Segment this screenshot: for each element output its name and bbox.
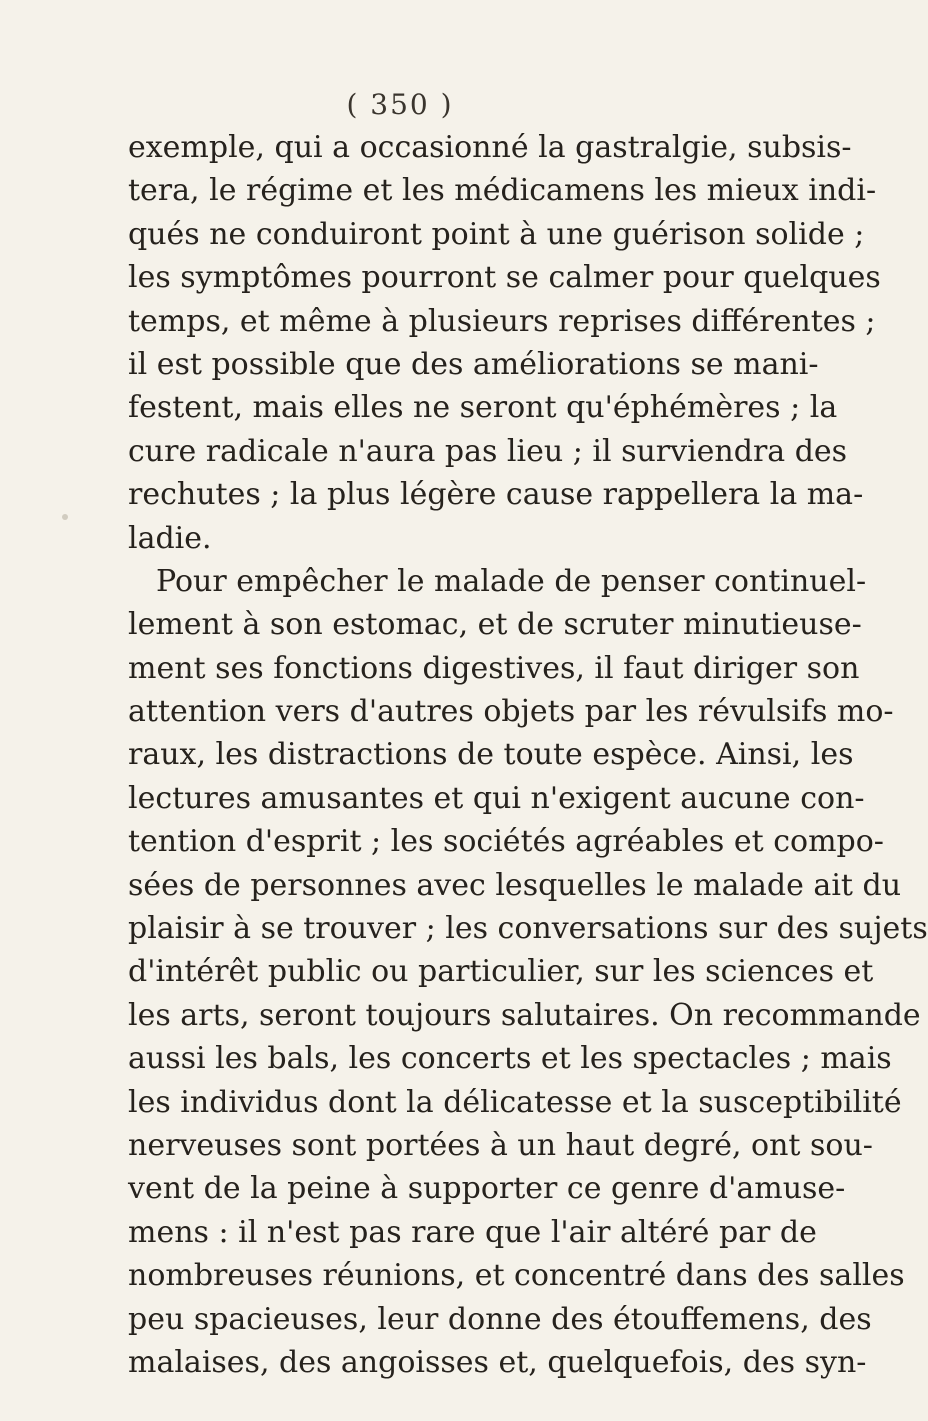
text-line: vent de la peine à supporter ce genre d'amuse-: [128, 1171, 846, 1207]
text-line: attention vers d'autres objets par les révulsifs mo-: [128, 694, 894, 730]
text-line: les symptômes pourront se calmer pour quelques: [128, 260, 881, 296]
text-line: ladie.: [128, 520, 212, 556]
text-line: ment ses fonctions digestives, il faut diriger son: [128, 650, 860, 686]
text-line: temps, et même à plusieurs reprises différentes ;: [128, 303, 876, 339]
body-text: [128, 126, 928, 1384]
paragraph-first-line: Pour empêcher le malade de penser continuel-: [156, 563, 867, 599]
text-line: rechutes ; la plus légère cause rappellera la ma-: [128, 477, 864, 513]
text-line: les arts, seront toujours salutaires. On recommande: [128, 997, 921, 1033]
text-line: raux, les distractions de toute espèce. Ainsi, les: [128, 737, 854, 773]
text-line: d'intérêt public ou particulier, sur les sciences et: [128, 954, 874, 990]
text-line: tera, le régime et les médicamens les mieux indi-: [128, 173, 877, 209]
text-line: qués ne conduiront point à une guérison solide ;: [128, 216, 865, 252]
text-line: malaises, des angoisses et, quelquefois, des syn-: [128, 1344, 867, 1380]
text-line: aussi les bals, les concerts et les spectacles ; mais: [128, 1041, 892, 1077]
text-line: lectures amusantes et qui n'exigent aucune con-: [128, 780, 865, 816]
text-line: exemple, qui a occasionné la gastralgie, subsis-: [128, 130, 852, 165]
text-line: nerveuses sont portées à un haut degré, ont sou-: [128, 1127, 873, 1163]
text-line: mens : il n'est pas rare que l'air altéré par de: [128, 1214, 817, 1250]
page-number: ( 350 ): [346, 88, 454, 121]
text-line: plaisir à se trouver ; les conversations sur des sujets: [128, 911, 928, 947]
text-line: lement à son estomac, et de scruter minutieuse-: [128, 607, 862, 643]
text-line: sées de personnes avec lesquelles le malade ait du: [128, 867, 902, 903]
text-line: il est possible que des améliorations se mani-: [128, 346, 819, 382]
text-line: cure radicale n'aura pas lieu ; il surviendra des: [128, 433, 848, 469]
text-line: tention d'esprit ; les sociétés agréables et compo-: [128, 824, 884, 860]
text-line: peu spacieuses, leur donne des étouffemens, des: [128, 1301, 872, 1337]
paper-speck: [62, 514, 68, 520]
text-line: nombreuses réunions, et concentré dans des salles: [128, 1258, 905, 1294]
text-line: festent, mais elles ne seront qu'éphémères ; la: [128, 390, 838, 426]
text-line: les individus dont la délicatesse et la susceptibilité: [128, 1084, 902, 1120]
